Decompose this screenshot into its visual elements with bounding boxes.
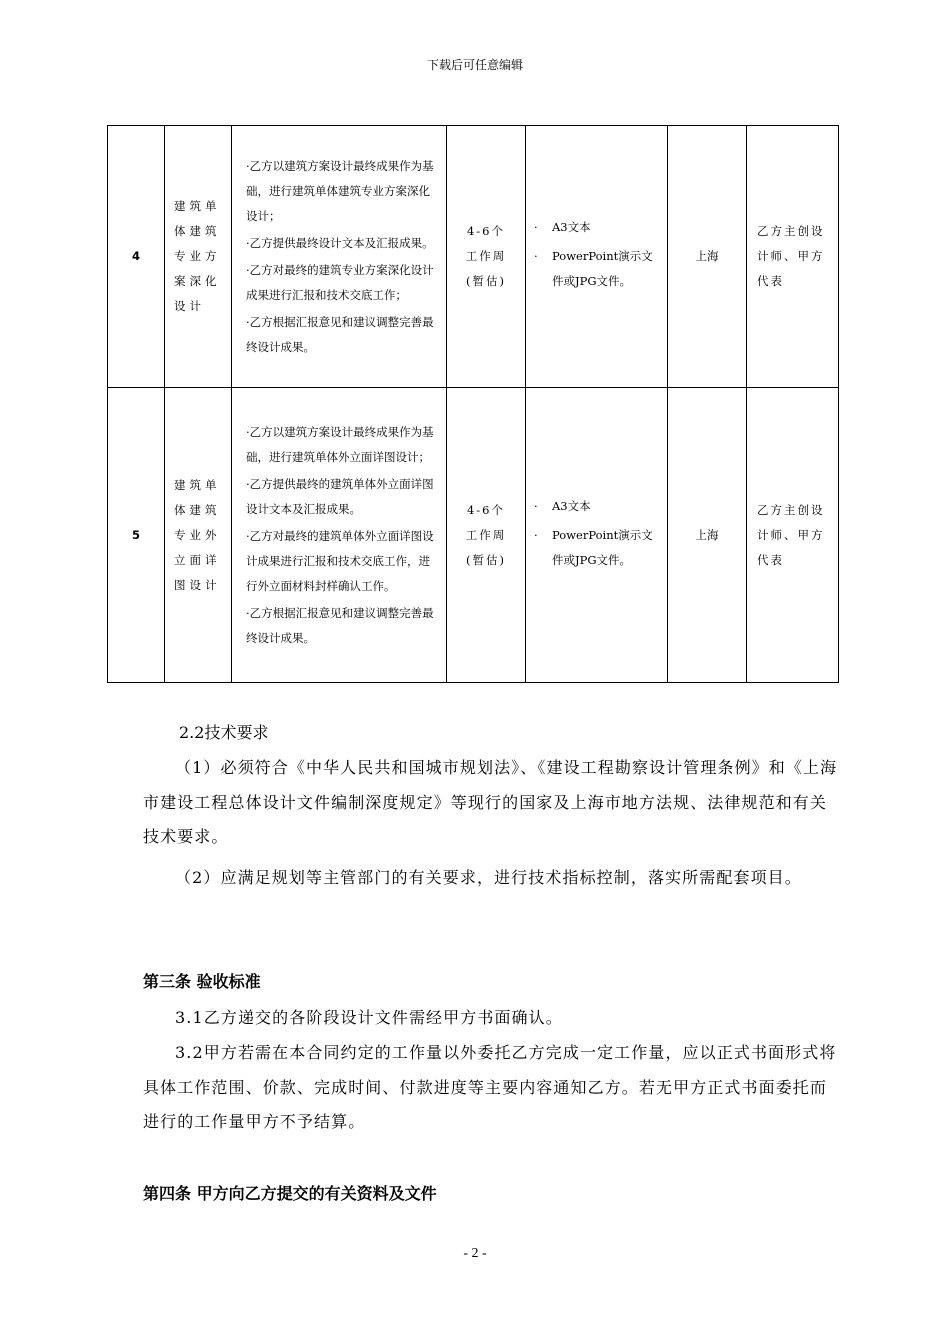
duration: [447, 388, 526, 683]
deliverable-text: A3文本: [552, 220, 591, 234]
article-3-paragraph-1: 3.1乙方递交的各阶段设计文件需经甲方书面确认。: [175, 1008, 563, 1027]
phase-name: 建筑单体建筑专业外立面详图设计: [165, 388, 232, 683]
deliverable-text: PowerPoint演示文件或JPG文件。: [552, 527, 653, 567]
page-header: 下载后可任意编辑: [426, 58, 523, 72]
row-number: 5: [108, 388, 165, 683]
work-item: ·乙方以建筑方案设计最终成果作为基础，进行建筑单体建筑专业方案深化设计；: [246, 158, 434, 223]
article-3-heading: 第三条 验收标准: [143, 972, 261, 991]
duration-text: 4-6个工作周(暂估): [465, 502, 507, 567]
bullet-icon: ·: [534, 220, 538, 234]
work-item: ·乙方根据汇报意见和建议调整完善最终设计成果。: [246, 314, 434, 354]
deliverable-item: [534, 523, 661, 573]
table-row: [108, 388, 839, 683]
deliverable-text: PowerPoint演示文件或JPG文件。: [552, 249, 653, 288]
work-item: ·乙方对最终的建筑单体外立面详图设计成果进行汇报和技术交底工作，进行外立面材料封样确认工作。: [246, 528, 434, 593]
location: 上海: [668, 126, 747, 388]
work-content: [232, 388, 447, 683]
bullet-icon: ·: [534, 249, 538, 263]
row-number: 4: [108, 126, 165, 388]
deliverable-text: A3文本: [552, 498, 591, 513]
work-content: [232, 126, 447, 388]
responsible-party: 乙方主创设计师、甲方代表: [747, 388, 839, 683]
work-schedule-table: [107, 125, 839, 683]
duration: [447, 126, 526, 388]
deliverable-item: [534, 494, 661, 519]
responsible-party: 乙方主创设计师、甲方代表: [747, 126, 839, 388]
work-item: ·乙方根据汇报意见和建议调整完善最终设计成果。: [246, 605, 434, 645]
phase-name: 建筑单体建筑专业方案深化设计: [165, 126, 232, 388]
section-2-2-paragraph-2: （2）应满足规划等主管部门的有关要求，进行技术指标控制，落实所需配套项目。: [175, 868, 802, 887]
work-item: ·乙方以建筑方案设计最终成果作为基础，进行建筑单体外立面详图设计；: [246, 424, 434, 464]
deliverable-item: [534, 244, 661, 294]
bullet-icon: ·: [534, 527, 538, 542]
deliverable-item: [534, 215, 661, 240]
page-number: - 2 -: [463, 1246, 487, 1261]
article-3-paragraph-2: 3.2甲方若需在本合同约定的工作量以外委托乙方完成一定工作量，应以正式书面形式将具体工作范围、价款、完成时间、付款进度等主要内容通知乙方。若无甲方正式书面委托而进行的工作量甲方不予结算。: [143, 1043, 837, 1131]
section-2-2-paragraph-1: （1）必须符合《中华人民共和国城市规划法》、《建设工程勘察设计管理条例》和《上海市建设工程总体设计文件编制深度规定》等现行的国家及上海市地方法规、法律规范和有关技术要求。: [143, 758, 838, 846]
location: 上海: [668, 388, 747, 683]
work-item: ·乙方对最终的建筑专业方案深化设计成果进行汇报和技术交底工作；: [246, 262, 434, 302]
work-item: ·乙方提供最终的建筑单体外立面详图设计文本及汇报成果。: [246, 476, 434, 516]
table-row: [108, 126, 839, 388]
work-item: ·乙方提供最终设计文本及汇报成果。: [246, 235, 434, 250]
section-2-2-title: 2.2技术要求: [179, 723, 269, 742]
duration-text: 4-6个工作周(暂估): [465, 224, 507, 288]
bullet-icon: ·: [534, 498, 538, 513]
article-4-heading: 第四条 甲方向乙方提交的有关资料及文件: [143, 1184, 437, 1203]
deliverables: [526, 388, 668, 683]
deliverables: [526, 126, 668, 388]
